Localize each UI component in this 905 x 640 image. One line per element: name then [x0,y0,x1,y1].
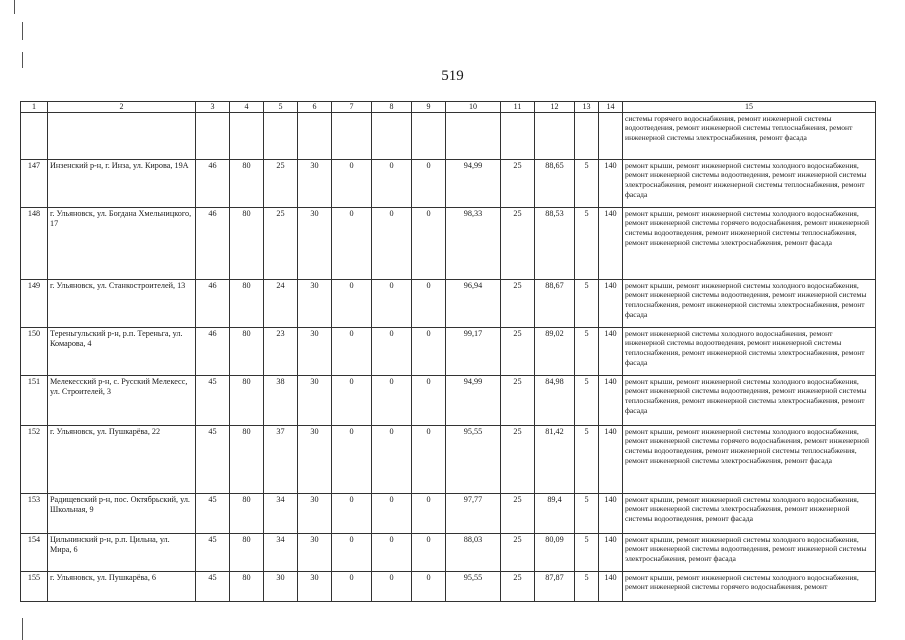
value-cell: 140 [599,425,623,493]
value-cell: 0 [372,327,412,375]
row-number: 148 [21,207,48,279]
works-cell: ремонт крыши, ремонт инженерной системы холодного водоснабжения, ремонт инженерной системы горячего водоснабжения, ремонт инженерной системы водоотведения, ремонт инженерной системы теплоснабжения, ремонт инженерной системы электроснабжения, ремонт фасада [623,207,876,279]
value-cell: 0 [412,493,446,533]
value-cell: 140 [599,571,623,601]
value-cell [599,112,623,159]
value-cell: 95,55 [446,425,501,493]
value-cell: 30 [298,571,332,601]
value-cell: 0 [332,571,372,601]
scan-mark [22,618,23,640]
col-header: 12 [535,102,575,113]
value-cell: 46 [196,327,230,375]
value-cell [372,112,412,159]
col-header: 8 [372,102,412,113]
value-cell: 81,42 [535,425,575,493]
value-cell: 0 [372,159,412,207]
value-cell: 0 [372,571,412,601]
scan-mark [22,22,23,40]
value-cell: 30 [298,533,332,571]
value-cell: 80 [230,493,264,533]
table-row [21,279,876,327]
table-row [21,571,876,601]
value-cell: 5 [575,375,599,425]
value-cell: 23 [264,327,298,375]
value-cell: 5 [575,159,599,207]
table-row [21,327,876,375]
table-row [21,375,876,425]
col-header: 6 [298,102,332,113]
value-cell: 80 [230,571,264,601]
works-cell: ремонт крыши, ремонт инженерной системы холодного водоснабжения, ремонт инженерной системы водоотведения, ремонт инженерной системы теплоснабжения, ремонт инженерной системы электроснабжения, ремонт фасада [623,279,876,327]
value-cell: 94,99 [446,375,501,425]
value-cell: 0 [412,571,446,601]
value-cell: 25 [501,493,535,533]
col-header: 7 [332,102,372,113]
table-row [21,425,876,493]
value-cell: 0 [332,207,372,279]
value-cell: 0 [372,533,412,571]
row-number: 149 [21,279,48,327]
value-cell: 45 [196,425,230,493]
works-cell: ремонт крыши, ремонт инженерной системы холодного водоснабжения, ремонт инженерной системы водоотведения, ремонт инженерной системы теплоснабжения, ремонт инженерной системы электроснабжения, ремонт фасада [623,375,876,425]
value-cell: 0 [412,327,446,375]
col-header: 11 [501,102,535,113]
value-cell: 45 [196,533,230,571]
value-cell [230,112,264,159]
value-cell: 0 [372,207,412,279]
value-cell: 0 [412,279,446,327]
value-cell: 140 [599,159,623,207]
col-header: 15 [623,102,876,113]
address-cell [48,112,196,159]
address-cell: Цильнинский р-н, р.п. Цильна, ул. Мира, 6 [48,533,196,571]
value-cell: 0 [412,533,446,571]
value-cell: 140 [599,493,623,533]
value-cell: 30 [298,159,332,207]
value-cell: 5 [575,327,599,375]
address-cell: Мелекесский р-н, с. Русский Мелекесс, ул. Строителей, 3 [48,375,196,425]
row-number: 150 [21,327,48,375]
col-header: 1 [21,102,48,113]
works-cell: ремонт крыши, ремонт инженерной системы холодного водоснабжения, ремонт инженерной системы водоотведения, ремонт инженерной системы электроснабжения, ремонт фасада [623,533,876,571]
value-cell: 25 [501,207,535,279]
col-header: 10 [446,102,501,113]
value-cell: 0 [412,207,446,279]
value-cell: 46 [196,207,230,279]
value-cell: 84,98 [535,375,575,425]
value-cell: 45 [196,493,230,533]
value-cell: 25 [501,159,535,207]
table-row [21,493,876,533]
value-cell: 0 [332,493,372,533]
value-cell: 88,65 [535,159,575,207]
value-cell: 30 [298,375,332,425]
works-cell: системы горячего водоснабжения, ремонт инженерной системы водоотведения, ремонт инженерной системы теплоснабжения, ремонт инженерной системы электроснабжения, ремонт фасада [623,112,876,159]
value-cell: 0 [332,327,372,375]
value-cell: 46 [196,159,230,207]
value-cell: 98,33 [446,207,501,279]
repair-table [20,101,876,602]
works-cell: ремонт крыши, ремонт инженерной системы холодного водоснабжения, ремонт инженерной системы горячего водоснабжения, ремонт [623,571,876,601]
address-cell: г. Ульяновск, ул. Пушкарёва, 6 [48,571,196,601]
value-cell: 5 [575,493,599,533]
col-header: 2 [48,102,196,113]
value-cell: 5 [575,425,599,493]
value-cell: 0 [332,375,372,425]
row-number: 154 [21,533,48,571]
table-row [21,159,876,207]
value-cell: 80 [230,533,264,571]
works-cell: ремонт крыши, ремонт инженерной системы холодного водоснабжения, ремонт инженерной системы электроснабжения, ремонт инженерной системы водоотведения, ремонт фасада [623,493,876,533]
col-header: 4 [230,102,264,113]
value-cell: 0 [332,159,372,207]
col-header: 13 [575,102,599,113]
row-number: 153 [21,493,48,533]
value-cell: 5 [575,533,599,571]
scan-mark [22,52,23,68]
works-cell: ремонт крыши, ремонт инженерной системы холодного водоснабжения, ремонт инженерной системы водоотведения, ремонт инженерной системы электроснабжения, ремонт инженерной системы теплоснабжения, ремонт фасада [623,159,876,207]
value-cell: 30 [298,279,332,327]
value-cell: 0 [332,279,372,327]
table-row [21,207,876,279]
value-cell: 88,67 [535,279,575,327]
value-cell: 80 [230,375,264,425]
value-cell: 88,03 [446,533,501,571]
value-cell: 25 [501,327,535,375]
value-cell [264,112,298,159]
value-cell: 94,99 [446,159,501,207]
address-cell: Радищевский р-н, пос. Октябрьский, ул. Школьная, 9 [48,493,196,533]
value-cell: 0 [372,375,412,425]
value-cell: 45 [196,375,230,425]
value-cell: 0 [372,425,412,493]
value-cell: 25 [501,425,535,493]
value-cell: 89,4 [535,493,575,533]
value-cell: 0 [332,533,372,571]
address-cell: г. Ульяновск, ул. Станкостроителей, 13 [48,279,196,327]
value-cell: 140 [599,375,623,425]
header-row [21,102,876,113]
table-row [21,533,876,571]
address-cell: г. Ульяновск, ул. Богдана Хмельницкого, 17 [48,207,196,279]
row-number: 155 [21,571,48,601]
value-cell: 80,09 [535,533,575,571]
address-cell: Инзенский р-н, г. Инза, ул. Кирова, 19А [48,159,196,207]
value-cell [298,112,332,159]
value-cell [501,112,535,159]
value-cell: 45 [196,571,230,601]
value-cell: 95,55 [446,571,501,601]
value-cell [575,112,599,159]
value-cell: 0 [372,279,412,327]
value-cell: 140 [599,279,623,327]
value-cell: 5 [575,207,599,279]
value-cell: 80 [230,159,264,207]
value-cell: 89,02 [535,327,575,375]
value-cell: 80 [230,327,264,375]
value-cell: 25 [501,279,535,327]
address-cell: г. Ульяновск, ул. Пушкарёва, 22 [48,425,196,493]
value-cell: 87,87 [535,571,575,601]
value-cell: 5 [575,279,599,327]
value-cell: 38 [264,375,298,425]
value-cell: 80 [230,207,264,279]
address-cell: Тереньгульский р-н, р.п. Тереньга, ул. Комарова, 4 [48,327,196,375]
value-cell [332,112,372,159]
value-cell: 140 [599,207,623,279]
value-cell: 140 [599,327,623,375]
value-cell: 0 [332,425,372,493]
value-cell: 25 [501,533,535,571]
value-cell [535,112,575,159]
value-cell: 25 [264,159,298,207]
value-cell: 30 [298,207,332,279]
value-cell: 30 [264,571,298,601]
value-cell: 0 [412,159,446,207]
value-cell: 80 [230,279,264,327]
value-cell: 30 [298,327,332,375]
works-cell: ремонт крыши, ремонт инженерной системы холодного водоснабжения, ремонт инженерной системы горячего водоснабжения, ремонт инженерной системы водоотведения, ремонт инженерной системы теплоснабжения, ремонт инженерной системы электроснабжения, ремонт фасада [623,425,876,493]
value-cell: 140 [599,533,623,571]
value-cell: 34 [264,493,298,533]
col-header: 9 [412,102,446,113]
value-cell: 30 [298,425,332,493]
value-cell: 99,17 [446,327,501,375]
value-cell: 0 [412,375,446,425]
value-cell [196,112,230,159]
value-cell: 97,77 [446,493,501,533]
works-cell: ремонт инженерной системы холодного водоснабжения, ремонт инженерной системы водоотведения, ремонт инженерной системы теплоснабжения, ремонт инженерной системы электроснабжения, ремонт фасада [623,327,876,375]
col-header: 3 [196,102,230,113]
value-cell: 0 [372,493,412,533]
value-cell: 24 [264,279,298,327]
value-cell: 0 [412,425,446,493]
value-cell: 25 [501,375,535,425]
value-cell: 5 [575,571,599,601]
scan-mark [14,0,15,14]
value-cell [412,112,446,159]
row-number [21,112,48,159]
col-header: 14 [599,102,623,113]
value-cell: 88,53 [535,207,575,279]
value-cell: 46 [196,279,230,327]
value-cell: 25 [264,207,298,279]
value-cell: 30 [298,493,332,533]
value-cell: 34 [264,533,298,571]
table-row [21,112,876,159]
row-number: 147 [21,159,48,207]
value-cell: 25 [501,571,535,601]
value-cell: 80 [230,425,264,493]
value-cell: 37 [264,425,298,493]
value-cell [446,112,501,159]
row-number: 151 [21,375,48,425]
value-cell: 96,94 [446,279,501,327]
col-header: 5 [264,102,298,113]
row-number: 152 [21,425,48,493]
page-number: 519 [441,68,464,84]
